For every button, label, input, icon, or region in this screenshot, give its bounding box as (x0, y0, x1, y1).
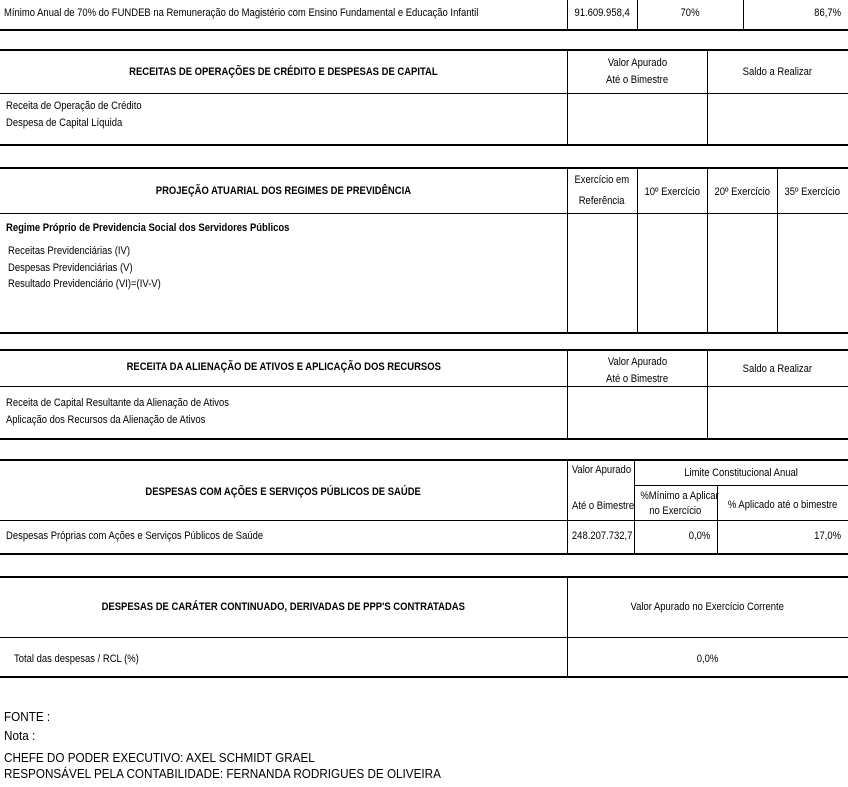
fundeb-valor: 91.609.958,4 (574, 7, 630, 19)
saude-col-limite: Limite Constitucional Anual (684, 467, 798, 479)
fundeb-minimo: 70% (680, 7, 700, 19)
previdencia-row-despesas: Despesas Previdenciárias (V) (8, 262, 133, 274)
divider (0, 349, 848, 351)
alienacao-col-saldo: Saldo a Realizar (742, 363, 813, 375)
fundeb-label: Mínimo Anual de 70% do FUNDEB na Remuneração do Magistério com Ensino Fundamental e Educação Infantil (4, 7, 479, 19)
footer-chefe: CHEFE DO PODER EXECUTIVO: AXEL SCHMIDT GRAEL (4, 750, 315, 765)
divider (0, 386, 848, 387)
previdencia-row-receitas: Receitas Previdenciárias (IV) (8, 245, 130, 257)
alienacao-row-aplicacao: Aplicação dos Recursos da Alienação de Ativos (6, 414, 206, 426)
alienacao-header: RECEITA DA ALIENAÇÃO DE ATIVOS E APLICAÇÃO DOS RECURSOS (126, 361, 441, 373)
divider (0, 676, 848, 678)
saude-row-aplicado: 17,0% (813, 530, 841, 542)
saude-col-minimo-2: no Exercício (649, 505, 702, 517)
previdencia-col-exercicio-2: Referência (579, 195, 625, 207)
alienacao-col-valor-1: Valor Apurado (607, 356, 667, 368)
divider (0, 576, 848, 578)
divider (0, 144, 848, 146)
saude-row-valor: 248.207.732,7 (571, 530, 633, 542)
footer-fonte: FONTE : (4, 709, 51, 724)
saude-row-minimo: 0,0% (688, 530, 711, 542)
divider (0, 459, 848, 461)
previdencia-header: PROJEÇÃO ATUARIAL DOS REGIMES DE PREVIDÊNCIA (155, 185, 412, 197)
credito-header: RECEITAS DE OPERAÇÕES DE CRÉDITO E DESPESAS DE CAPITAL (129, 66, 438, 78)
footer-contabilidade: RESPONSÁVEL PELA CONTABILIDADE: FERNANDA RODRIGUES DE OLIVEIRA (4, 766, 441, 781)
saude-col-aplicado: % Aplicado até o bimestre (727, 499, 838, 511)
fundeb-aplicado: 86,7% (813, 7, 841, 19)
saude-row-label: Despesas Próprias com Ações e Serviços Públicos de Saúde (6, 530, 264, 542)
previdencia-col-exercicio-1: Exercício em (574, 174, 630, 186)
ppp-col-valor: Valor Apurado no Exercício Corrente (630, 601, 785, 613)
saude-col-valor-2: Até o Bimestre (572, 500, 635, 512)
saude-col-minimo-1: %Mínimo a Aplicar (640, 490, 719, 502)
previdencia-col-20: 20º Exercício (714, 186, 770, 198)
divider (0, 29, 848, 31)
divider (0, 213, 848, 214)
ppp-header: DESPESAS DE CARÁTER CONTINUADO, DERIVADAS DE PPP'S CONTRATADAS (101, 601, 466, 613)
previdencia-col-35: 35º Exercício (784, 186, 841, 198)
credito-row-despesa: Despesa de Capital Líquida (6, 117, 123, 129)
divider (0, 49, 848, 51)
divider (0, 520, 848, 521)
credito-col-valor-2: Até o Bimestre (605, 74, 669, 86)
previdencia-row-resultado: Resultado Previdenciário (VI)=(IV-V) (8, 278, 161, 290)
divider (0, 637, 848, 638)
divider (567, 169, 568, 333)
divider (634, 485, 848, 486)
previdencia-col-10: 10º Exercício (644, 186, 700, 198)
alienacao-row-receita: Receita de Capital Resultante da Alienação de Ativos (6, 397, 229, 409)
footer-nota: Nota : (4, 728, 36, 743)
alienacao-col-valor-2: Até o Bimestre (605, 373, 669, 385)
saude-col-valor-1: Valor Apurado (571, 464, 632, 476)
divider (0, 553, 848, 555)
saude-header: DESPESAS COM AÇÕES E SERVIÇOS PÚBLICOS DE SAÚDE (145, 486, 422, 498)
credito-col-valor-1: Valor Apurado (607, 57, 667, 69)
credito-row-receita: Receita de Operação de Crédito (6, 100, 142, 112)
ppp-row-valor: 0,0% (696, 653, 719, 665)
divider (0, 438, 848, 440)
divider (0, 332, 848, 334)
divider (0, 167, 848, 169)
previdencia-group: Regime Próprio de Previdencia Social dos Servidores Públicos (6, 222, 290, 234)
divider (0, 93, 848, 94)
credito-col-saldo: Saldo a Realizar (742, 66, 813, 78)
ppp-row-label: Total das despesas / RCL (%) (14, 653, 139, 665)
